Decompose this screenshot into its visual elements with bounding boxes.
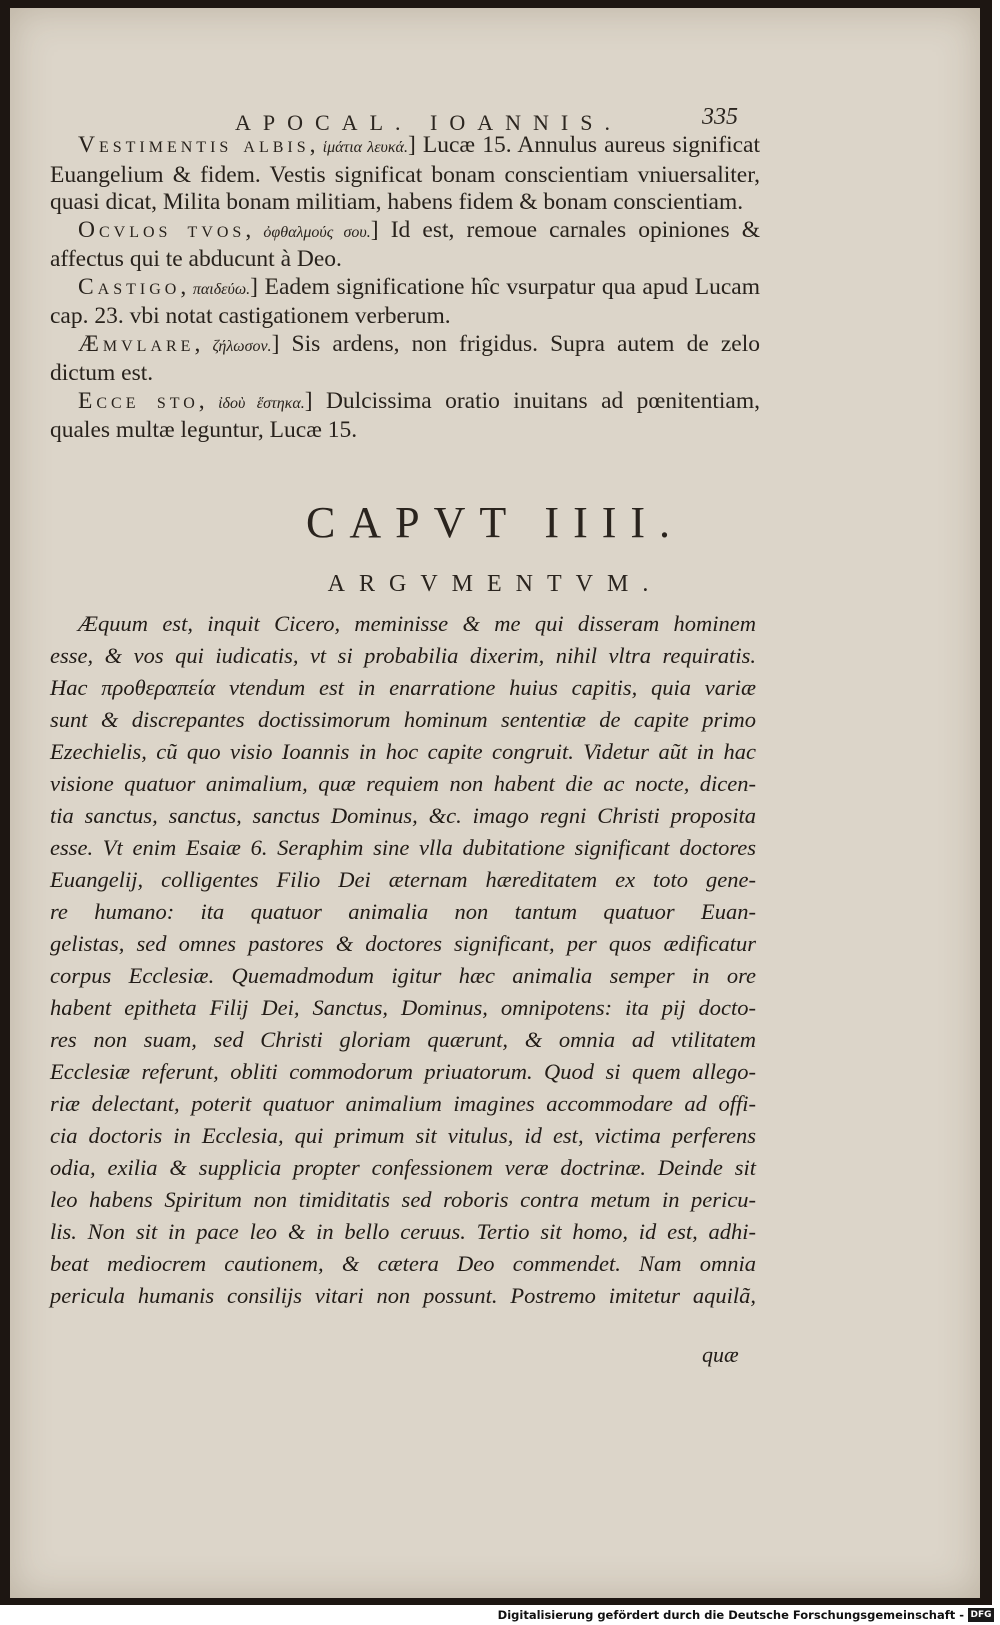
argument-line: sunt & discrepantes doctissimorum hominum sententiæ de capite primo — [50, 707, 756, 732]
chapter-title: CAPVT IIII. — [305, 498, 685, 547]
argument-line: lis. Non sit in pace leo & in bello ceruus. Tertio sit homo, id est, adhi- — [50, 1219, 756, 1244]
argument-heading: ARGVMENTVM. — [327, 571, 663, 597]
note-entry: Ecce sto, ἰδοὺ ἕστηκα.] Dulcissima oratio inuitans ad pœnitentiam, quales multæ leguntur, Lucæ 15. — [50, 387, 760, 443]
argument-line: gelistas, sed omnes pastores & doctores significant, per quos ædificatur — [50, 931, 756, 956]
argument-line: Æquum est, inquit Cicero, meminisse & me qui disseram hominem — [78, 611, 756, 636]
argument-line: Ezechielis, cũ quo visio Ioannis in hoc capite congruit. Videtur aũt in hac — [50, 739, 756, 764]
page-number: 335 — [702, 104, 738, 130]
argument-line: tia sanctus, sanctus, sanctus Dominus, &c. imago regni Christi proposita — [50, 803, 756, 828]
argument-line: Ecclesiæ referunt, obliti commodorum priuatorum. Quod si quem allego- — [50, 1059, 756, 1084]
argument-line: beat mediocrem cautionem, & cætera Deo commendet. Nam omnia — [50, 1251, 756, 1276]
note-entry: Æmvlare, ζήλωσον.] Sis ardens, non frigidus. Supra autem de zelo dictum est. — [50, 330, 760, 386]
funding-credit: Digitalisierung gefördert durch die Deutsche Forschungsgemeinschaft - — [497, 1608, 964, 1622]
note-text: ] Sis ardens, non frigidus. Supra autem de zelo dictum est. — [50, 330, 760, 386]
argument-line: esse, & vos qui iudicatis, vt si probabilia dixerim, nihil vltra requiratis. — [50, 643, 756, 668]
argument-line: corpus Ecclesiæ. Quemadmodum igitur hæc animalia semper in ore — [50, 963, 756, 988]
running-head: APOCAL. IOANNIS. — [235, 110, 622, 135]
note-lemma: Castigo — [78, 273, 181, 300]
note-text: ] Eadem significatione hîc vsurpatur qua apud Lucam cap. 23. vbi notat castigationem verberum. — [50, 273, 760, 329]
argument-line: riæ delectant, poterit quatuor animalium imagines accommodare ad offi- — [50, 1091, 756, 1116]
note-lemma: Vestimentis albis — [78, 132, 310, 158]
argument-line: visione quatuor animalium, quæ requiem non habent die ac nocte, dicen- — [50, 771, 756, 796]
argument-body — [50, 608, 756, 1312]
argument-line: odia, exilia & supplicia propter confessionem veræ doctrinæ. Deinde sit — [50, 1155, 756, 1180]
argument-line: Hac προθεραπεία vtendum est in enarratione huius capitis, quia variæ — [50, 675, 756, 700]
note-entry: Castigo, παιδεύω.] Eadem significatione hîc vsurpatur qua apud Lucam cap. 23. vbi notat castigationem verberum. — [50, 273, 760, 329]
argument-line: Euangelij, colligentes Filio Dei æternam hæreditatem ex toto gene- — [50, 867, 756, 892]
note-lemma: Æmvlare — [78, 330, 195, 357]
book-page — [10, 8, 980, 1598]
note-entry: Ocvlos tvos, ὀφθαλμούς σου.] Id est, remoue carnales opiniones & affectus qui te abducunt à Deo. — [50, 216, 761, 272]
note-text: ] Lucæ 15. Annulus aureus significat Euangelium & fidem. Vestis significat bonam conscientiam vniuersaliter, quasi dicat, Milita bonam militiam, habens fidem & bonam conscientiam. — [50, 132, 760, 215]
argument-line: cia doctoris in Ecclesia, qui primum sit vitulus, id est, victima perferens — [50, 1123, 756, 1148]
notes-section — [50, 132, 760, 445]
note-text: ] Dulcissima oratio inuitans ad pœnitentiam, quales multæ leguntur, Lucæ 15. — [50, 387, 760, 443]
catchword: quæ — [702, 1342, 739, 1367]
note-lemma: Ocvlos tvos — [78, 216, 246, 243]
note-greek: παιδεύω. — [192, 280, 251, 298]
note-text: ] Id est, remoue carnales opiniones & affectus qui te abducunt à Deo. — [50, 216, 761, 272]
note-lemma: Ecce sto — [78, 387, 199, 414]
argument-line: esse. Vt enim Esaiæ 6. Seraphim sine vlla dubitatione significant doctores — [50, 835, 756, 860]
note-entry: Vestimentis albis, ἱμάτια λευκά.] Lucæ 15. Annulus aureus significat Euangelium & fidem. Vestis significat bonam conscientiam vniuersaliter, quasi dicat, Milita bonam militiam, habens fidem & bonam conscientiam. — [50, 132, 760, 215]
argument-line: res non suam, sed Christi gloriam quærunt, & omnia ad vtilitatem — [50, 1027, 756, 1052]
dfg-logo: DFG — [968, 1608, 994, 1622]
argument-line: pericula humanis consilijs vitari non possunt. Postremo imitetur aquilã, — [50, 1283, 756, 1308]
argument-line: re humano: ita quatuor animalia non tantum quatuor Euan- — [50, 899, 756, 924]
argument-line: habent epitheta Filij Dei, Sanctus, Dominus, omnipotens: ita pij docto- — [50, 995, 756, 1020]
argument-line: leo habens Spiritum non timiditatis sed roboris contra metum in pericu- — [50, 1187, 756, 1212]
note-greek: ὀφθαλμούς σου. — [263, 223, 371, 241]
note-greek: ἰδοὺ ἕστηκα. — [218, 394, 305, 412]
note-greek: ζήλωσον. — [212, 337, 272, 355]
note-greek: ἱμάτια λευκά. — [322, 139, 408, 156]
